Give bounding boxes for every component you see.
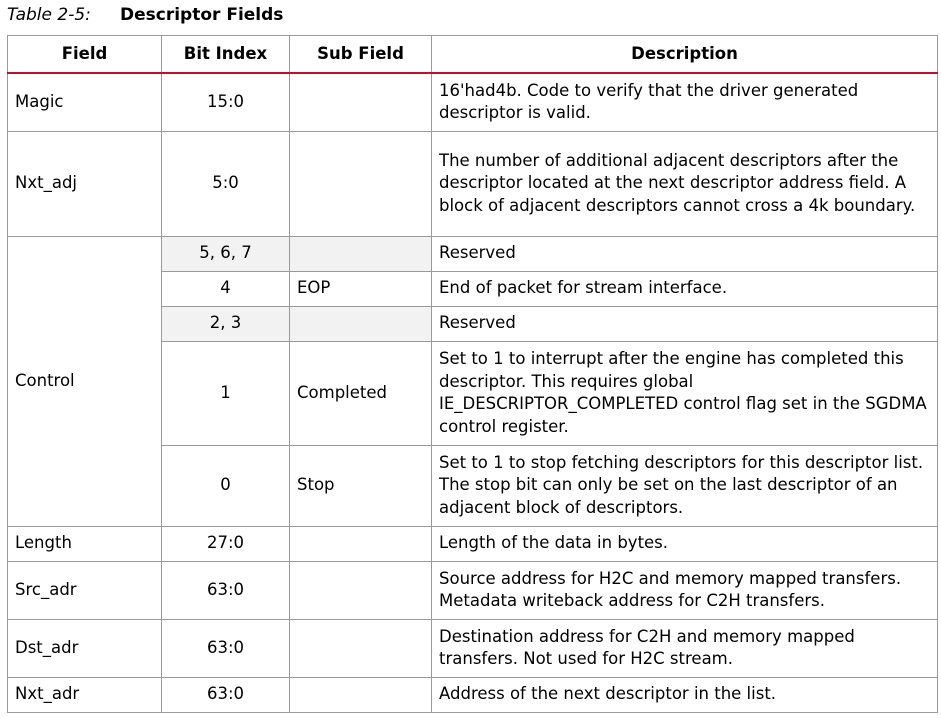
cell-description: The number of additional adjacent descriptors after the descriptor located at the next descriptor address field. A block of adjacent descriptors cannot cross a 4k boundary. xyxy=(432,131,938,236)
cell-description: Address of the next descriptor in the list. xyxy=(432,677,938,712)
header-sub-field: Sub Field xyxy=(290,36,432,74)
cell-bit-index: 15:0 xyxy=(162,73,290,131)
cell-sub-field xyxy=(290,561,432,619)
cell-sub-field xyxy=(290,73,432,131)
cell-field: Control xyxy=(8,236,162,526)
table-title: Descriptor Fields xyxy=(120,5,284,25)
table-caption xyxy=(7,4,283,26)
table-row xyxy=(8,561,938,619)
table-row xyxy=(8,677,938,712)
cell-sub-field xyxy=(290,306,432,341)
cell-sub-field xyxy=(290,619,432,677)
cell-sub-field: Stop xyxy=(290,445,432,526)
cell-bit-index: 4 xyxy=(162,271,290,306)
table-row xyxy=(8,131,938,236)
cell-bit-index: 63:0 xyxy=(162,561,290,619)
cell-bit-index: 63:0 xyxy=(162,677,290,712)
cell-description: Reserved xyxy=(432,236,938,271)
cell-sub-field xyxy=(290,677,432,712)
cell-field: Dst_adr xyxy=(8,619,162,677)
cell-description: Set to 1 to interrupt after the engine has completed this descriptor. This requires global IE_DESCRIPTOR_COMPLETED control flag set in the SGDMA control register. xyxy=(432,341,938,445)
header-bit-index: Bit Index xyxy=(162,36,290,74)
cell-bit-index: 63:0 xyxy=(162,619,290,677)
cell-description: Reserved xyxy=(432,306,938,341)
header-row xyxy=(8,36,938,74)
cell-description: End of packet for stream interface. xyxy=(432,271,938,306)
cell-sub-field: EOP xyxy=(290,271,432,306)
cell-bit-index: 5:0 xyxy=(162,131,290,236)
table-number: Table 2-5: xyxy=(7,5,91,25)
cell-description: Source address for H2C and memory mapped transfers. Metadata writeback address for C2H transfers. xyxy=(432,561,938,619)
cell-bit-index: 27:0 xyxy=(162,526,290,561)
table-row xyxy=(8,236,938,271)
cell-bit-index: 1 xyxy=(162,341,290,445)
cell-description: Length of the data in bytes. xyxy=(432,526,938,561)
cell-field: Length xyxy=(8,526,162,561)
cell-description: Set to 1 to stop fetching descriptors for this descriptor list. The stop bit can only be set on the last descriptor of an adjacent block of descriptors. xyxy=(432,445,938,526)
header-description: Description xyxy=(432,36,938,74)
cell-description: 16'had4b. Code to verify that the driver generated descriptor is valid. xyxy=(432,73,938,131)
cell-bit-index: 0 xyxy=(162,445,290,526)
cell-field: Nxt_adj xyxy=(8,131,162,236)
cell-description: Destination address for C2H and memory mapped transfers. Not used for H2C stream. xyxy=(432,619,938,677)
cell-sub-field xyxy=(290,526,432,561)
cell-field: Magic xyxy=(8,73,162,131)
cell-sub-field xyxy=(290,131,432,236)
cell-sub-field xyxy=(290,236,432,271)
header-field: Field xyxy=(8,36,162,74)
cell-field: Nxt_adr xyxy=(8,677,162,712)
cell-sub-field: Completed xyxy=(290,341,432,445)
cell-bit-index: 5, 6, 7 xyxy=(162,236,290,271)
descriptor-fields-table xyxy=(7,35,938,713)
table-row xyxy=(8,526,938,561)
table-row xyxy=(8,73,938,131)
cell-bit-index: 2, 3 xyxy=(162,306,290,341)
table-row xyxy=(8,619,938,677)
cell-field: Src_adr xyxy=(8,561,162,619)
